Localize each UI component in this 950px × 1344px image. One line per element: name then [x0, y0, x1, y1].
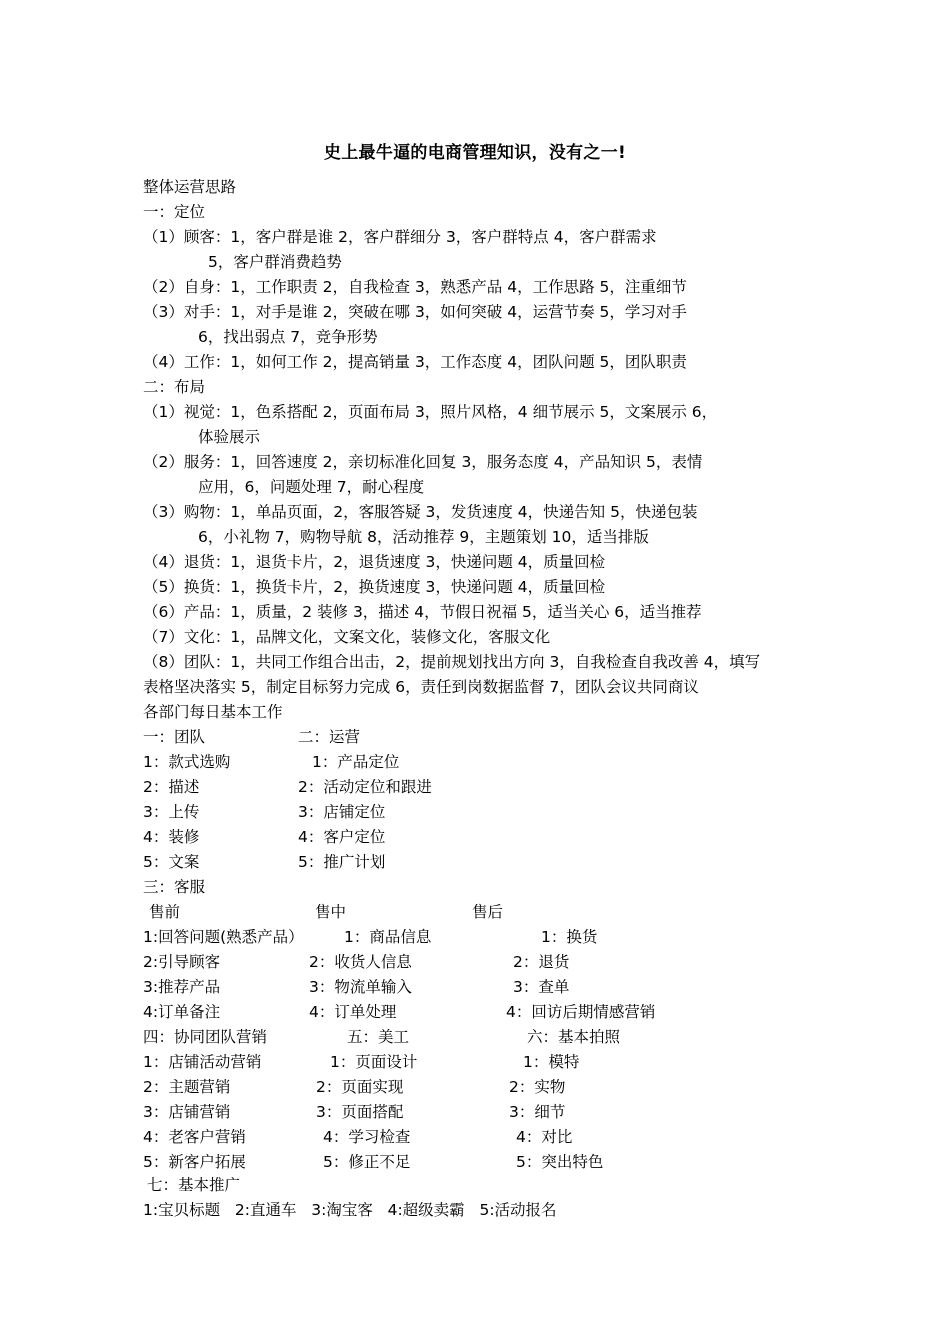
- cs-col-pre: 售前: [149, 903, 181, 921]
- list-item: 2：描述: [143, 778, 200, 796]
- list-item: 3：页面搭配: [316, 1103, 404, 1121]
- text-line: （1）顾客：1，客户群是谁 2，客户群细分 3，客户群特点 4，客户群需求: [143, 228, 657, 246]
- list-item: 1：换货: [541, 928, 598, 946]
- text-line: 表格坚决落实 5，制定目标努力完成 6，责任到岗数据监督 7，团队会议共同商议: [143, 678, 699, 696]
- section-heading: 整体运营思路: [143, 178, 237, 196]
- list-item: 2：页面实现: [316, 1078, 404, 1096]
- list-item: 5：新客户拓展: [143, 1153, 246, 1171]
- list-item: 2：退货: [513, 953, 570, 971]
- list-item: 3：物流单输入: [309, 978, 412, 996]
- list-item: 4：客户定位: [298, 828, 386, 846]
- text-line: 6，找出弱点 7，竞争形势: [198, 328, 378, 346]
- ops-heading: 二：运营: [298, 728, 361, 746]
- list-item: 3：店铺营销: [143, 1103, 231, 1121]
- list-item: 4：回访后期情感营销: [506, 1003, 656, 1021]
- list-item: 1：产品定位: [312, 753, 400, 771]
- promo-heading: 七：基本推广: [147, 1176, 241, 1194]
- text-line: （2）自身：1，工作职责 2，自我检查 3，熟悉产品 4，工作思路 5，注重细节: [143, 278, 687, 296]
- text-line: （5）换货：1，换货卡片，2，换货速度 3，快递问题 4，质量回检: [143, 578, 606, 596]
- list-item: 4：学习检查: [323, 1128, 411, 1146]
- list-item: 4：老客户营销: [143, 1128, 246, 1146]
- text-line: （3）购物：1，单品页面，2，客服答疑 3，发货速度 4，快递告知 5，快递包装: [143, 503, 698, 521]
- list-item: 2：活动定位和跟进: [298, 778, 432, 796]
- list-item: 3：细节: [509, 1103, 566, 1121]
- text-line: （7）文化：1，品牌文化，文案文化，装修文化，客服文化: [143, 628, 551, 646]
- text-line: 5，客户群消费趋势: [208, 253, 342, 271]
- list-item: 2：实物: [509, 1078, 566, 1096]
- text-line: 6，小礼物 7，购物导航 8，活动推荐 9，主题策划 10，适当排版: [198, 528, 649, 546]
- list-item: 5：文案: [143, 853, 200, 871]
- text-line: （1）视觉：1，色系搭配 2，页面布局 3，照片风格，4 细节展示 5，文案展示 6，: [143, 403, 718, 421]
- text-line: （4）退货：1，退货卡片，2，退货速度 3，快递问题 4，质量回检: [143, 553, 606, 571]
- text-line: （2）服务：1，回答速度 2，亲切标准化回复 3，服务态度 4，产品知识 5，表情: [143, 453, 703, 471]
- list-item: 4：订单处理: [309, 1003, 397, 1021]
- list-item: 1:回答问题(熟悉产品）: [143, 928, 304, 946]
- list-item: 3:推荐产品: [143, 978, 221, 996]
- list-item: 2：主题营销: [143, 1078, 231, 1096]
- part-heading: 二：布局: [143, 378, 206, 396]
- list-item: 4：对比: [516, 1128, 573, 1146]
- list-item: 1：款式选购: [143, 753, 231, 771]
- list-item: 1：店铺活动营销: [143, 1053, 262, 1071]
- text-line: 应用，6，问题处理 7，耐心程度: [198, 478, 425, 496]
- list-item: 1：商品信息: [344, 928, 432, 946]
- text-line: （4）工作：1，如何工作 2，提高销量 3，工作态度 4，团队问题 5，团队职责: [143, 353, 687, 371]
- list-item: 3：上传: [143, 803, 200, 821]
- cs-col-mid: 售中: [315, 903, 347, 921]
- document-title: 史上最牛逼的电商管理知识，没有之一!: [323, 143, 627, 163]
- list-item: 3：查单: [513, 978, 570, 996]
- list-item: 5：突出特色: [516, 1153, 604, 1171]
- list-item: 1：模特: [523, 1053, 580, 1071]
- art-heading: 五：美工: [347, 1028, 410, 1046]
- part-heading: 一：定位: [143, 203, 206, 221]
- list-item: 1：页面设计: [330, 1053, 418, 1071]
- list-item: 2：收货人信息: [309, 953, 412, 971]
- text-line: 体验展示: [198, 428, 261, 446]
- section-heading: 各部门每日基本工作: [143, 703, 283, 721]
- list-item: 4：装修: [143, 828, 200, 846]
- list-item: 2:引导顾客: [143, 953, 221, 971]
- photo-heading: 六：基本拍照: [527, 1028, 621, 1046]
- cs-heading: 三：客服: [143, 878, 206, 896]
- list-item: 5：修正不足: [323, 1153, 411, 1171]
- promo-line: 1:宝贝标题 2:直通车 3:淘宝客 4:超级卖霸 5:活动报名: [143, 1201, 557, 1219]
- cs-col-post: 售后: [472, 903, 504, 921]
- text-line: （6）产品：1，质量，2 装修 3，描述 4，节假日祝福 5，适当关心 6，适当推荐: [143, 603, 702, 621]
- list-item: 4:订单备注: [143, 1003, 221, 1021]
- text-line: （8）团队：1，共同工作组合出击，2，提前规划找出方向 3，自我检查自我改善 4，填写: [143, 653, 761, 671]
- team-heading: 一：团队: [143, 728, 206, 746]
- list-item: 5：推广计划: [298, 853, 386, 871]
- text-line: （3）对手：1，对手是谁 2，突破在哪 3，如何突破 4，运营节奏 5，学习对手: [143, 303, 687, 321]
- list-item: 3：店铺定位: [298, 803, 386, 821]
- mkt-heading: 四：协同团队营销: [143, 1028, 268, 1046]
